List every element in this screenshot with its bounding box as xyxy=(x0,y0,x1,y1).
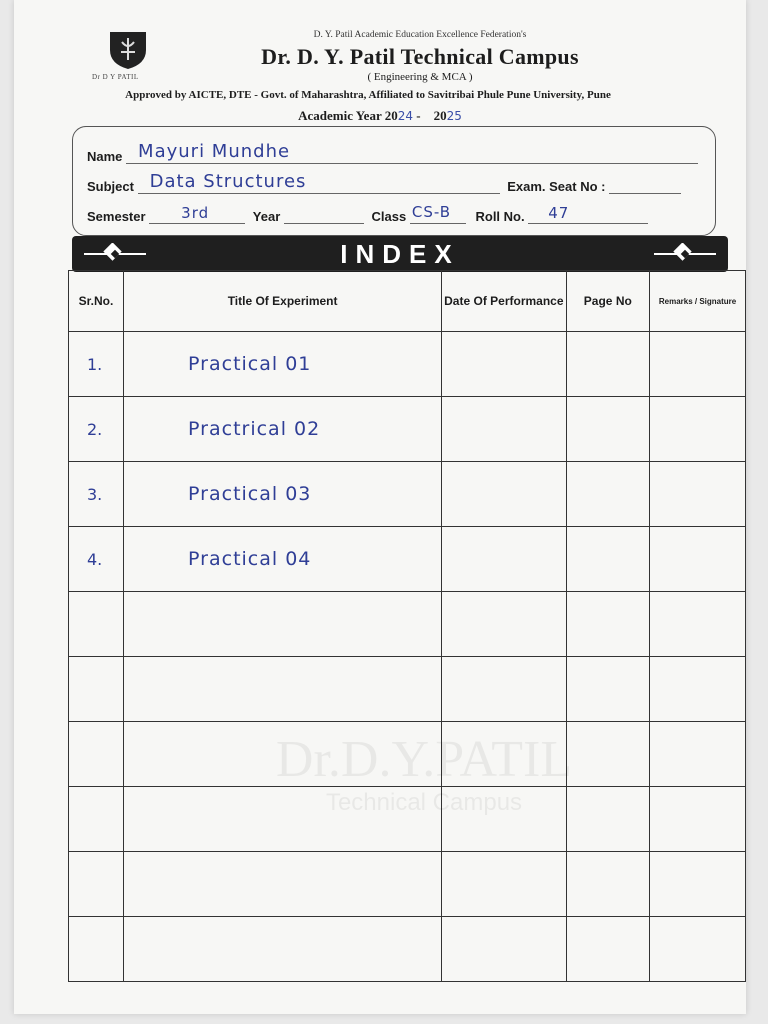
row-sr-no: 2. xyxy=(69,397,124,462)
name-value: Mayuri Mundhe xyxy=(126,141,698,164)
student-info-box xyxy=(72,126,716,236)
row-date xyxy=(442,462,566,527)
name-label: Name xyxy=(87,149,123,164)
row-title: Practrical 02 xyxy=(124,397,442,462)
row-date xyxy=(442,527,566,592)
logo-caption: Dr D Y PATIL xyxy=(92,73,139,81)
row-page xyxy=(566,397,650,462)
semester-label: Semester xyxy=(87,209,146,224)
academic-year-label: Academic Year xyxy=(298,108,382,123)
semester-value: 3rd xyxy=(149,202,245,224)
table-row xyxy=(69,397,746,462)
notebook-page xyxy=(14,0,746,1014)
header-page-no: Page No xyxy=(566,271,650,332)
row-page xyxy=(566,527,650,592)
row-title: Practical 04 xyxy=(124,527,442,592)
campus-subtitle: ( Engineering & MCA ) xyxy=(367,71,473,83)
exam-seat-label: Exam. Seat No : xyxy=(507,179,606,194)
roll-no-value: 47 xyxy=(528,202,648,224)
year-start-prefix: 20 xyxy=(384,108,398,123)
header-remarks: Remarks / Signature xyxy=(650,271,746,332)
header-date: Date Of Performance xyxy=(442,271,566,332)
subject-row xyxy=(87,171,681,193)
watermark-line2: Technical Campus xyxy=(325,789,523,816)
federation-name: D. Y. Patil Academic Education Excellence Federation's xyxy=(313,30,527,40)
table-header-row xyxy=(69,271,746,332)
index-table xyxy=(68,270,746,982)
row-remarks xyxy=(650,462,746,527)
academic-year xyxy=(14,108,746,124)
page-header xyxy=(14,0,746,125)
year-start-handwritten: 24 xyxy=(397,109,414,123)
row-page xyxy=(566,332,650,397)
row-page xyxy=(566,462,650,527)
row-date xyxy=(442,332,566,397)
subject-value: Data Structures xyxy=(138,171,500,194)
row-sr-no: 1. xyxy=(69,332,124,397)
class-value: CS-B xyxy=(410,201,466,224)
watermark-line1: Dr.D.Y.PATIL xyxy=(275,731,573,788)
index-title: INDEX xyxy=(340,239,460,269)
header-title: Title Of Experiment xyxy=(124,271,442,332)
year-blank xyxy=(284,205,364,224)
year-label: Year xyxy=(252,209,281,224)
table-row xyxy=(69,527,746,592)
subject-label: Subject xyxy=(87,179,134,194)
row-remarks xyxy=(650,332,746,397)
table-row xyxy=(69,462,746,527)
table-row-empty xyxy=(69,917,746,982)
row-remarks xyxy=(650,397,746,462)
diamond-ornament-right-icon xyxy=(652,243,718,265)
name-row xyxy=(87,141,698,163)
row-remarks xyxy=(650,527,746,592)
table-row xyxy=(69,332,746,397)
row-date xyxy=(442,397,566,462)
header-sr-no: Sr.No. xyxy=(69,271,124,332)
table-row-empty xyxy=(69,787,746,852)
table-row-empty xyxy=(69,657,746,722)
table-row-empty xyxy=(69,722,746,787)
row-sr-no: 3. xyxy=(69,462,124,527)
semester-row xyxy=(87,201,648,223)
approval-text: Approved by AICTE, DTE - Govt. of Maharashtra, Affiliated to Savitribai Phule Pune University, Pune xyxy=(125,89,611,101)
row-title: Practical 01 xyxy=(124,332,442,397)
table-row-empty xyxy=(69,852,746,917)
year-end-prefix: 20 xyxy=(433,108,447,123)
row-title: Practical 03 xyxy=(124,462,442,527)
index-banner xyxy=(72,236,728,272)
roll-no-label: Roll No. xyxy=(475,209,525,224)
row-sr-no: 4. xyxy=(69,527,124,592)
year-separator: - xyxy=(416,108,421,123)
class-label: Class xyxy=(371,209,407,224)
table-row-empty xyxy=(69,592,746,657)
year-end-handwritten: 25 xyxy=(446,109,462,123)
exam-seat-blank xyxy=(609,175,681,194)
campus-name: Dr. D. Y. Patil Technical Campus xyxy=(261,44,579,69)
